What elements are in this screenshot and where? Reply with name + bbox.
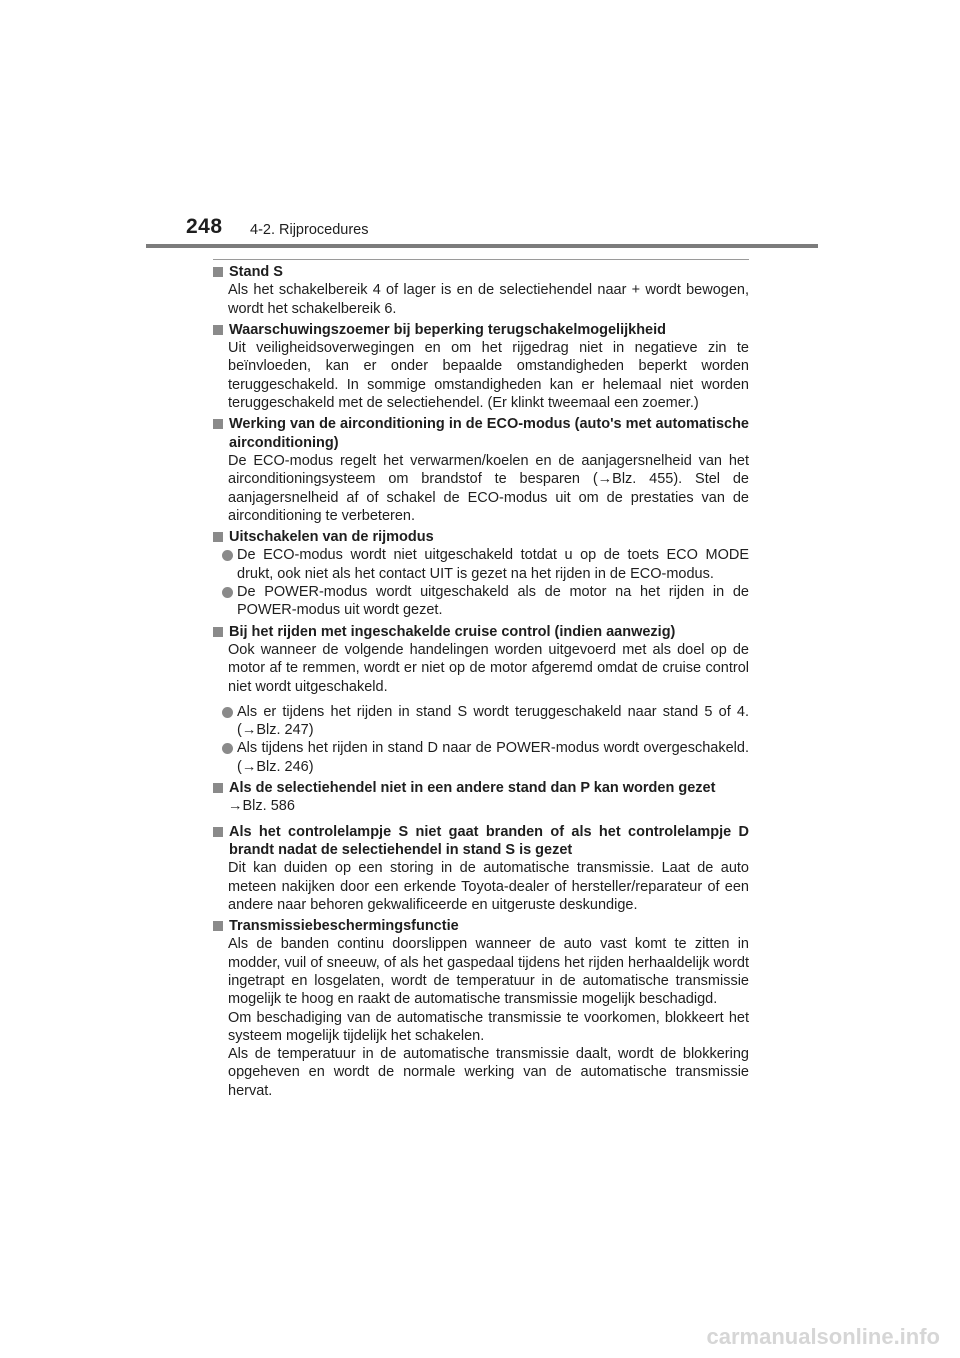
square-bullet-icon [213, 783, 223, 793]
section-heading [213, 415, 749, 452]
page-number: 248 [186, 215, 223, 238]
paragraph: Dit kan duiden op een storing in de automatische transmissie. Laat de auto meteen nakijken door een erkende Toyota-dealer of hersteller/reparateur of een andere naar behoren gekwalificeerde en uitgeruste deskundige. [228, 860, 749, 913]
section-heading-text: Transmissiebeschermingsfunctie [229, 918, 459, 935]
section-heading-text: Werking van de airconditioning in de ECO-modus (auto's met automatische airconditioning) [229, 416, 749, 451]
square-bullet-icon [213, 921, 223, 931]
section-heading [213, 321, 749, 339]
header-divider [146, 244, 818, 248]
list-item [213, 583, 749, 620]
section-driving-mode-off [213, 528, 749, 619]
section-heading [213, 528, 749, 546]
section-cruise-control [213, 623, 749, 776]
square-bullet-icon [213, 627, 223, 637]
round-bullet-icon [222, 707, 233, 718]
content-divider [213, 259, 749, 260]
section-title: 4-2. Rijprocedures [250, 222, 369, 238]
section-airco-eco [213, 415, 749, 525]
list-item-text: Als tijdens het rijden in stand D naar de POWER-modus wordt overgeschakeld. (→Blz. 246) [237, 740, 749, 775]
section-heading [213, 779, 749, 797]
watermark: carmanualsonline.info [706, 1324, 940, 1349]
square-bullet-icon [213, 532, 223, 542]
square-bullet-icon [213, 419, 223, 429]
section-transmission-protection [213, 917, 749, 1100]
list-item [213, 739, 749, 776]
section-warning-buzzer [213, 321, 749, 412]
section-heading [213, 623, 749, 641]
page-reference: →Blz. 586 [228, 798, 295, 815]
section-heading-text: Als het controlelampje S niet gaat branden of als het controlelampje D brandt nadat de selectiehendel in stand S is gezet [229, 823, 749, 858]
square-bullet-icon [213, 827, 223, 837]
section-heading [213, 917, 749, 935]
round-bullet-icon [222, 550, 233, 561]
section-selector-lever-stuck [213, 779, 749, 816]
list-item [213, 546, 749, 583]
list-item-text: De POWER-modus wordt uitgeschakeld als de motor na het rijden in de POWER-modus uit wordt gezet. [237, 584, 749, 619]
section-heading-text: Stand S [229, 264, 283, 280]
section-heading-text: Bij het rijden met ingeschakelde cruise control (indien aanwezig) [229, 623, 676, 640]
list-item-text: De ECO-modus wordt niet uitgeschakeld totdat u op de toets ECO MODE drukt, ook niet als het contact UIT is gezet na het rijden in de ECO-modus. [237, 547, 749, 582]
round-bullet-icon [222, 743, 233, 754]
content [213, 263, 749, 1103]
paragraph: De ECO-modus regelt het verwarmen/koelen en de aanjagersnelheid van het airconditioningsysteem om brandstof te besparen (→Blz. 455). Stel de aanjagersnelheid af of schakel de ECO-modus uit om de prestaties van de airconditioning te verbeteren. [228, 452, 749, 524]
section-heading [213, 823, 749, 860]
section-indicator-lamp [213, 823, 749, 914]
paragraph: Als de banden continu doorslippen wanneer de auto vast komt te zitten in modder, vuil of sneeuw, of als het gaspedaal tijdens het rijden herhaaldelijk wordt ingetrapt en losgelaten, wordt de temperatuur in de automatische transmissie mogelijk te hoog en raakt de automatische transmissie mogelijk beschadigd. [228, 936, 749, 1008]
paragraph: Om beschadiging van de automatische transmissie te voorkomen, blokkeert het systeem mogelijk tijdelijk het schakelen. [228, 1009, 749, 1044]
paragraph: Als het schakelbereik 4 of lager is en de selectiehendel naar + wordt bewogen, wordt het schakelbereik 6. [228, 282, 749, 317]
list-item [213, 703, 749, 740]
paragraph: Als de temperatuur in de automatische transmissie daalt, wordt de blokkering opgeheven en wordt de normale werking van de automatische transmissie hervat. [228, 1046, 749, 1099]
section-heading-text: Waarschuwingszoemer bij beperking terugschakelmogelijkheid [229, 321, 666, 338]
paragraph: Ook wanneer de volgende handelingen worden uitgevoerd met als doel op de motor af te remmen, wordt er niet op de motor afgeremd omdat de cruise control niet wordt uitgeschakeld. [228, 641, 749, 695]
paragraph: Uit veiligheidsoverwegingen en om het rijgedrag niet in negatieve zin te beïnvloeden, kan er onder bepaalde omstandigheden beperkt worden teruggeschakeld. In sommige omstandigheden kan er helemaal niet worden teruggeschakeld met de selectiehendel. (Er klinkt tweemaal een zoemer.) [228, 340, 749, 412]
section-heading [213, 263, 749, 281]
round-bullet-icon [222, 587, 233, 598]
section-stand-s [213, 263, 749, 318]
section-heading-text: Uitschakelen van de rijmodus [229, 529, 434, 546]
square-bullet-icon [213, 267, 223, 277]
square-bullet-icon [213, 325, 223, 335]
section-heading-text: Als de selectiehendel niet in een andere stand dan P kan worden gezet [229, 780, 716, 797]
list-item-text: Als er tijdens het rijden in stand S wordt teruggeschakeld naar stand 5 of 4. (→Blz. 247) [237, 703, 749, 739]
